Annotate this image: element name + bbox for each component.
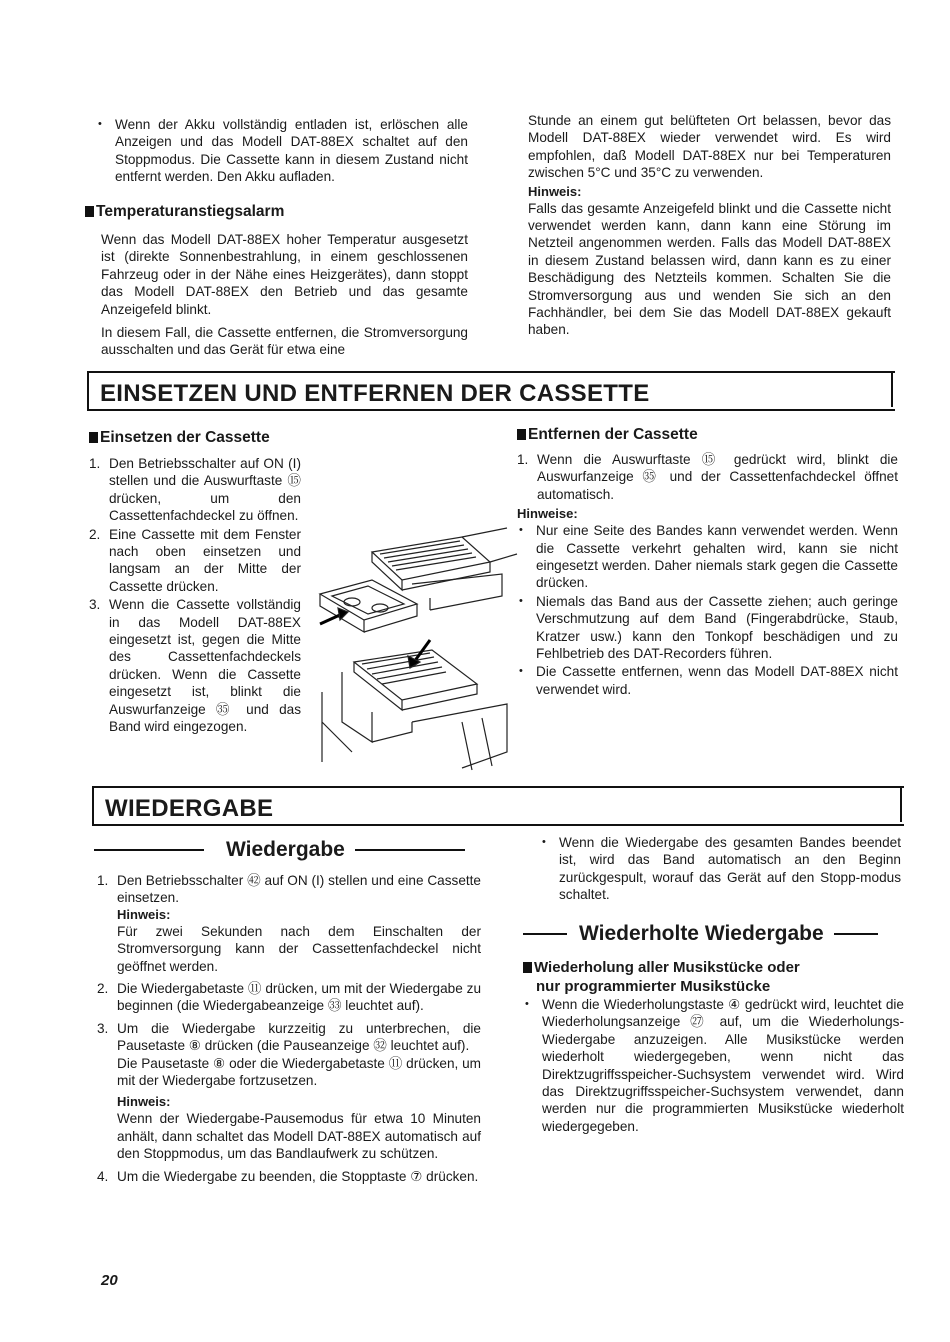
remove-column [517,451,898,699]
play-step [97,1020,481,1163]
remove-note: • Die Cassette entfernen, wenn das Modell DAT-88EX nicht verwendet wird. [517,663,898,698]
repeat-heading-line-1: Wiederholung aller Musikstücke oder [534,959,800,976]
play-subtitle-text: Wiedergabe [226,838,345,861]
temp-alarm-paragraph-2: In diesem Fall, die Cassette entfernen, die Stromversorgung ausschalten und das Gerät für etwa eine [101,325,468,358]
insert-step [89,526,301,596]
step-text: Wenn die Cassette vollständig in das Modell DAT-88EX eingesetzt ist, gegen die Mitte des Cassettenfachdeckels drücken. Wenn die Cassette eingesetzt ist, blinkt die Auswurfanzeige ㉟ und das Band wird eingezogen. [109,597,301,735]
deck-closing-drawing [322,650,507,770]
page-number: 20 [101,1272,118,1289]
remove-heading-text: Entfernen der Cassette [528,426,698,443]
step-text: Um die Wiedergabe kurzzeitig zu unterbrechen, die Pausetaste ⑧ drücken (die Pauseanzeige ㉜ leuchtet auf). [117,1020,481,1054]
play-step [97,1168,481,1185]
step-number: 3. [89,597,101,613]
remove-step-list [517,451,898,503]
remove-note: • Niemals das Band aus der Cassette ziehen; auch geringe Verschmutzung auf dem Band (Fingerabdrücke, Staub, Kratzer usw.) kann den Tonkopf beschädigen und zu Fehlbetrieb des DAT-Recorders führen. [517,593,898,663]
insert-heading-text: Einsetzen der Cassette [100,429,270,446]
hinweise-label: Hinweise: [517,506,578,522]
repeat-body [523,996,904,1136]
repeat-subtitle-text: Wiederholte Wiedergabe [579,922,824,945]
step-note: Für zwei Sekunden nach dem Einschalten der Stromversorgung kann der Cassettenfachdeckel nicht geöffnet werden. [117,923,481,974]
step-text: Eine Cassette mit dem Fenster nach oben einsetzen und langsam an der Mitte der Cassette drücken. [109,526,301,594]
step-text: Die Wiedergabetaste ⑪ drücken, um mit der Wiedergabe zu beginnen (die Wiedergabeanzeige ㉝ leuchtet auf). [117,981,481,1014]
square-bullet-icon [89,432,98,443]
temp-alarm-heading [85,202,475,222]
insert-heading [89,428,339,448]
section-title-cassette: EINSETZEN UND ENTFERNEN DER CASSETTE [100,380,650,407]
battery-note-list [96,116,468,186]
remove-notes-list [517,522,898,698]
step-number: 4. [97,1168,109,1184]
rewind-note-item: • Wenn die Wiedergabe des gesamten Bandes beendet ist, wird das Band automatisch an den Beginn zurückgespult, worauf das Gerät auf den Stopp-modus schaltet. [540,834,901,904]
rewind-note-list [540,834,901,904]
step-text: Den Betriebsschalter ㊷ auf ON (I) stellen und eine Cassette einsetzen. [117,873,481,906]
repeat-heading [523,958,893,996]
battery-note: • Wenn der Akku vollständig entladen ist, erlöschen alle Anzeigen und das Modell DAT-88EX schaltet auf den Stoppmodus. Die Cassette kann in diesem Zustand nicht entfernt werden. Den Akku aufladen. [96,116,468,186]
power-supply-note: Falls das gesamte Anzeigefeld blinkt und die Cassette nicht verwendet werden kann, dann kann eine Störung im Netzteil angenommen werden. Falls das Modell DAT-88EX in diesem Zustand belassen wird, dann kann es zu einer Beschädigung des Netzteils kommen. Schalten Sie die Stromversorgung aus und wenden Sie sich an den Fachhändler, bei dem Sie das Modell DAT-88EX gekauft haben. [528,200,891,338]
hinweis-label: Hinweis: [528,183,582,199]
play-step [97,980,481,1015]
repeat-subtitle [523,922,903,946]
hinweis-label: Hinweis: [117,906,171,922]
rewind-note [540,834,901,905]
section-title-wiedergabe: WIEDERGABE [105,795,274,822]
square-bullet-icon [517,429,526,440]
step-number: 2. [89,526,101,542]
step-text: Wenn die Auswurftaste ⑮ gedrückt wird, blinkt die Auswurfanzeige ㉟ und der Cassettenfachdeckel öffnet automatisch. [537,452,898,502]
step-text: Um die Wiedergabe zu beenden, die Stopptaste ⑦ drücken. [117,1168,479,1184]
play-subtitle [94,838,476,862]
top-left-column [96,116,468,187]
repeat-heading-line-2: nur programmierter Musikstücke [536,978,771,995]
step-text: Den Betriebsschalter auf ON (I) stellen und die Auswurftaste ⑮ drücken, um den Cassettenfachdeckel zu öffnen. [109,456,301,524]
step-number: 3. [97,1020,109,1036]
hinweis-label: Hinweis: [117,1094,171,1110]
title-rule [94,849,204,851]
step-text-continued: Die Pausetaste ⑧ oder die Wiedergabetaste ⑪ drücken, um mit der Wiedergabe fortzusetzen. [117,1055,481,1089]
square-bullet-icon [523,962,532,973]
title-rule [523,933,567,935]
top-right-column [528,112,891,345]
section-box-right-edge [900,786,902,822]
deck-open-drawing [372,528,517,610]
play-step-list [97,872,481,1185]
repeat-item: • Wenn die Wiederholungstaste ④ gedrückt wird, leuchtet die Wiederholungsanzeige ㉗ auf, um die Wiederholungs-Wiedergabe anzuzeigen. Alle Musikstücke werden wiederholt wiedergegeben, wenn nicht das Direktzugriffsspeicher-Suchsystem verwendet wird. Wird das Direktzugriffsspeicher-Suchsystem verwendet, dann werden nur die programmierten Musikstücke wiederholt wiedergegeben. [523,996,904,1135]
remove-heading [517,425,817,445]
play-step [97,872,481,975]
temp-alarm-paragraph-1: Wenn das Modell DAT-88EX hoher Temperatur ausgesetzt ist (direkte Sonnenbestrahlung, in einem geschlossenen Fahrzeug oder in der Nähe eines Heizgerätes), dann stoppt das Modell DAT-88EX den Betrieb und das gesamte Anzeigefeld blinkt. [101,232,468,317]
play-steps [97,872,481,1186]
remove-note: • Nur eine Seite des Bandes kann verwendet werden. Wenn die Cassette verkehrt gehalten wird, kann sie nicht eingesetzt werden. Daher niemals stark gegen die Cassette drücken. [517,522,898,592]
insert-step [89,596,301,735]
temp-alarm-body [101,231,468,365]
temp-alarm-heading-text: Temperaturanstiegsalarm [96,203,285,220]
cassette-insertion-illustration [312,522,522,772]
square-bullet-icon [85,206,94,217]
title-rule [834,933,878,935]
step-number: 1. [97,873,109,888]
remove-step [517,451,898,503]
title-rule [355,849,465,851]
ventilation-paragraph: Stunde an einem gut belüfteten Ort belassen, bevor das Modell DAT-88EX wieder verwendet wird. Es wird empfohlen, daß Modell DAT-88EX nur bei Temperaturen zwischen 5°C und 35°C zu verwenden. [528,113,891,181]
step-number: 1. [517,452,529,467]
insert-steps [89,455,301,737]
insert-step [89,455,301,525]
step-number: 1. [89,456,101,471]
step-note: Wenn der Wiedergabe-Pausemodus für etwa 10 Minuten anhält, dann schaltet das Modell DAT-88EX automatisch auf den Stoppmodus, um das Bandlaufwerk zu schützen. [117,1111,481,1162]
section-box-right-edge [891,371,893,407]
insert-step-list [89,455,301,736]
repeat-list [523,996,904,1135]
step-number: 2. [97,981,109,997]
